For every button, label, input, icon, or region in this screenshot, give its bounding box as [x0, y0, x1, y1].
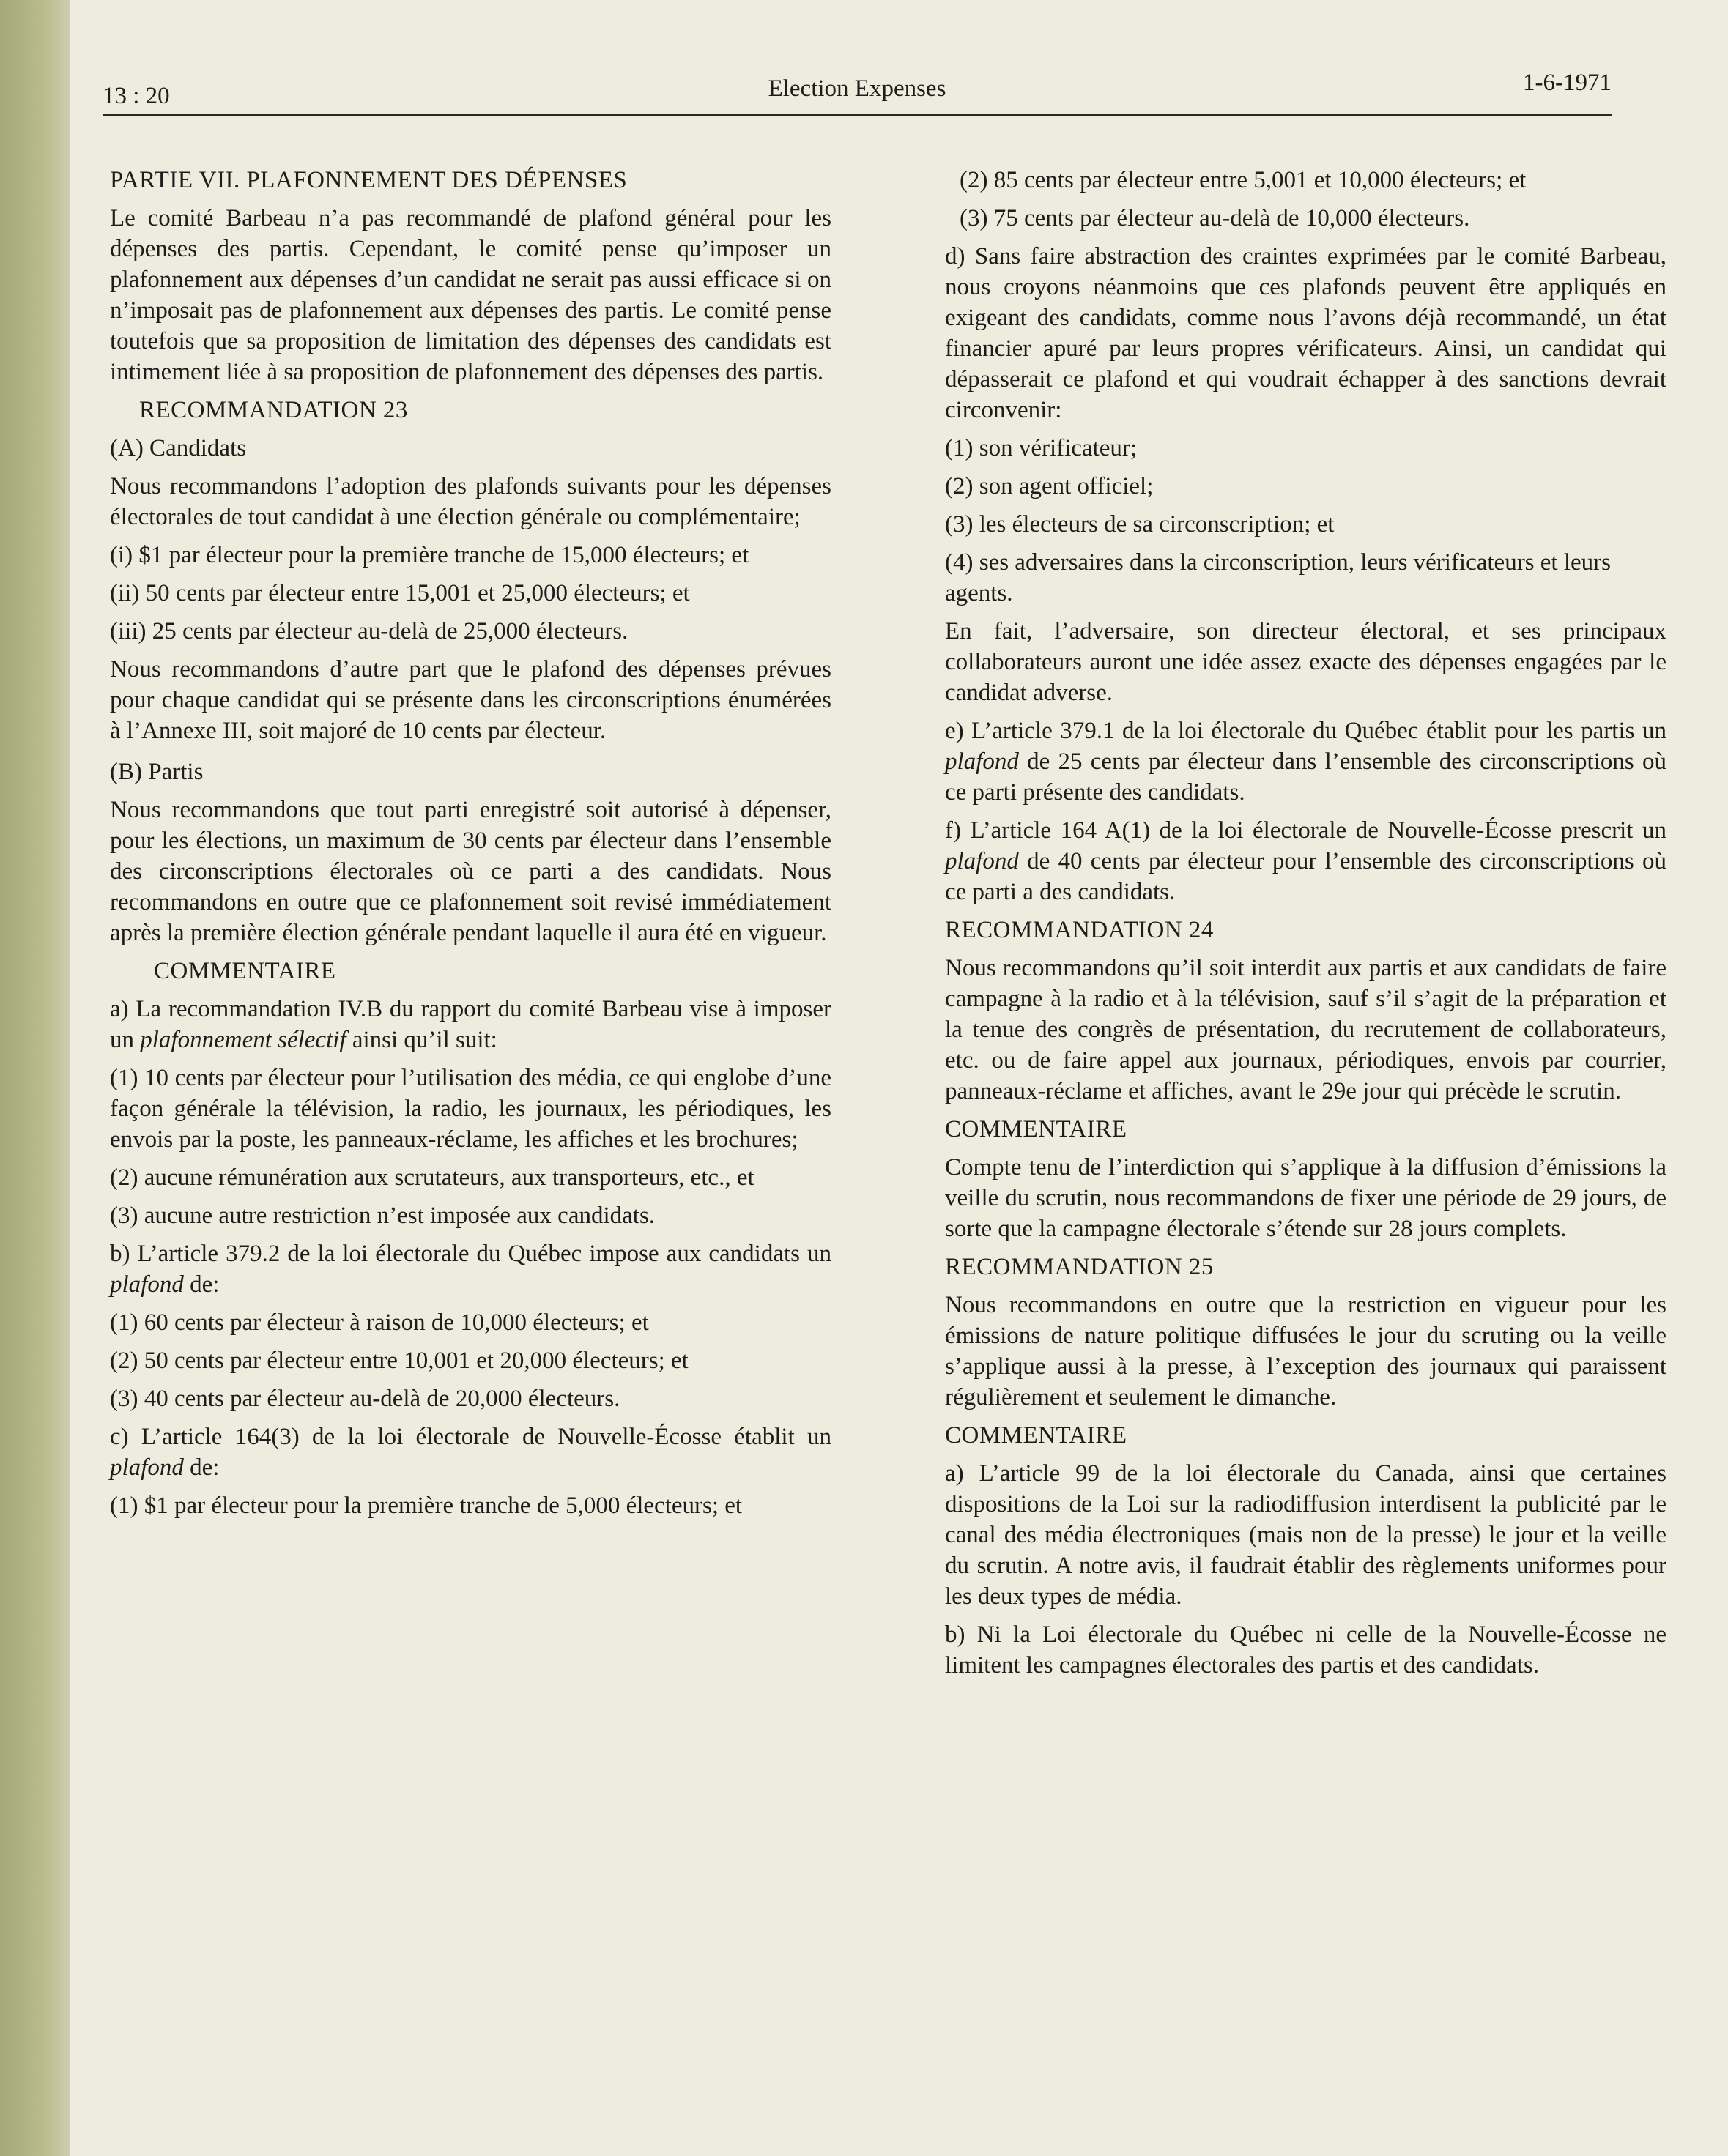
comment-c: c) L’article 164(3) de la loi électorale de Nouvelle-Écosse établit un plafond de:: [110, 1424, 831, 1481]
header-date: 1-6-1971: [1523, 70, 1612, 96]
comment-d: d) Sans faire abstraction des craintes exprimées par le comité Barbeau, nous croyons néanmoins que ces plafonds peuvent être appliqués en exigeant des candidats, comme nous l’avons déjà recommandé, un état financier apuré par leurs propres vérificateurs. Ainsi, un candidat qui dépasserait ce plafond et qui voudrait échapper à des sanctions devrait circonvenir:: [945, 243, 1666, 423]
comment-heading: COMMENTAIRE: [154, 958, 336, 984]
list-item: (ii) 50 cents par électeur entre 15,001 et 25,000 électeurs; et: [110, 580, 690, 606]
list-item: (3) 40 cents par électeur au-delà de 20,000 électeurs.: [110, 1386, 620, 1412]
part-heading: PARTIE VII. PLAFONNEMENT DES DÉPENSES: [110, 167, 628, 193]
list-item: (iii) 25 cents par électeur au-delà de 25,000 électeurs.: [110, 618, 628, 644]
list-item: (3) 75 cents par électeur au-delà de 10,000 électeurs.: [960, 205, 1470, 231]
page-number: 13 : 20: [103, 83, 170, 109]
page-header: [103, 70, 1612, 116]
left-column: [110, 165, 831, 1528]
list-item: (i) $1 par électeur pour la première tranche de 15,000 électeurs; et: [110, 542, 749, 568]
list-item: (2) aucune rémunération aux scrutateurs, aux transporteurs, etc., et: [110, 1164, 754, 1191]
comment3-heading: COMMENTAIRE: [945, 1422, 1127, 1449]
list-item: (1) son vérificateur;: [945, 435, 1138, 461]
list-item: (1) 10 cents par électeur pour l’utilisation des média, ce qui englobe d’une façon générale la télévision, la radio, les journaux, les périodiques, les envois par la poste, les panneaux-réclame, les affiches et les brochures;: [110, 1065, 831, 1153]
list-item: (2) 50 cents par électeur entre 10,001 et 20,000 électeurs; et: [110, 1348, 689, 1374]
comment-d-text-2: En fait, l’adversaire, son directeur électoral, et ses principaux collaborateurs auront une idée assez exacte des dépenses engagées par le candidat adverse.: [945, 618, 1666, 706]
list-item: (3) aucune autre restriction n’est imposée aux candidats.: [110, 1202, 656, 1229]
list-item: (1) $1 par électeur pour la première tranche de 5,000 électeurs; et: [110, 1493, 743, 1519]
right-column: [945, 165, 1666, 1688]
list-item: (2) 85 cents par électeur entre 5,001 et 10,000 électeurs; et: [960, 167, 1527, 193]
rec25-text: Nous recommandons en outre que la restriction en vigueur pour les émissions de nature politique diffusées le jour du scruting ou la veille s’applique aussi à la presse, à l’exception des journaux qui paraissent régulièrement et seulement le dimanche.: [945, 1292, 1666, 1410]
list-item: (4) ses adversaires dans la circonscription, leurs vérificateurs et leurs agents.: [945, 549, 1611, 606]
comment3-a: a) L’article 99 de la loi électorale du Canada, ainsi que certaines dispositions de la Loi sur la radiodiffusion interdisent la publicité par le canal des média électroniques (mais non de la presse) le jour et la veille du scrutin. A notre avis, il faudrait établir des règlements uniformes pour les deux types de média.: [945, 1460, 1666, 1610]
comment-b: b) L’article 379.2 de la loi électorale du Québec impose aux candidats un plafond de:: [110, 1241, 831, 1298]
page-binding-edge: [0, 0, 70, 2156]
intro-paragraph: Le comité Barbeau n’a pas recommandé de plafond général pour les dépenses des partis. Cependant, le comité pense qu’imposer un plafonnement aux dépenses d’un candidat ne serait pas aussi efficace si on n’imposait pas de plafonnement aux dépenses des partis. Le comité pense toutefois que sa proposition de limitation des dépenses des candidats est intimement liée à sa proposition de plafonnement des dépenses des partis.: [110, 205, 831, 385]
section-b-text: Nous recommandons que tout parti enregistré soit autorisé à dépenser, pour les élections, un maximum de 30 cents par électeur dans l’ensemble des circonscriptions électorales où ce parti a des candidats. Nous recommandons en outre que ce plafonnement soit revisé immédiatement après la première élection générale pendant laquelle il aura été en vigueur.: [110, 797, 831, 946]
rec23-heading: RECOMMANDATION 23: [139, 397, 408, 423]
comment-e: e) L’article 379.1 de la loi électorale du Québec établit pour les partis un plafond de 25 cents par électeur dans l’ensemble des circonscriptions où ce parti présente des candidats.: [945, 718, 1666, 806]
rec24-text: Nous recommandons qu’il soit interdit aux partis et aux candidats de faire campagne à la radio et à la télévision, sauf s’il s’agit de la préparation et la tenue des congrès de présentation, du recrutement de collaborateurs, etc. ou de faire appel aux journaux, périodiques, envois par courrier, panneaux-réclame et affiches, avant le 29e jour qui précède le scrutin.: [945, 955, 1666, 1104]
rec25-heading: RECOMMANDATION 25: [945, 1254, 1214, 1280]
section-a-text: Nous recommandons l’adoption des plafonds suivants pour les dépenses électorales de tout candidat à une élection générale ou complémentaire;: [110, 473, 831, 530]
section-a-text-2: Nous recommandons d’autre part que le plafond des dépenses prévues pour chaque candidat qui se présente dans les circonscriptions énumérées à l’Annexe III, soit majoré de 10 cents par électeur.: [110, 656, 831, 744]
section-b-heading: (B) Partis: [110, 759, 204, 785]
list-item: (2) son agent officiel;: [945, 473, 1154, 499]
rec24-heading: RECOMMANDATION 24: [945, 917, 1214, 943]
list-item: (3) les électeurs de sa circonscription; et: [945, 511, 1335, 538]
running-title: Election Expenses: [768, 75, 946, 102]
comment3-b: b) Ni la Loi électorale du Québec ni celle de la Nouvelle-Écosse ne limitent les campagnes électorales des partis et des candidats.: [945, 1621, 1666, 1679]
list-item: (1) 60 cents par électeur à raison de 10,000 électeurs; et: [110, 1309, 649, 1336]
comment2-text: Compte tenu de l’interdiction qui s’applique à la diffusion d’émissions la veille du scrutin, nous recommandons de fixer une période de 29 jours, de sorte que la campagne électorale s’étende sur 28 jours complets.: [945, 1154, 1666, 1242]
comment-a: a) La recommandation IV.B du rapport du comité Barbeau vise à imposer un plafonnement sélectif ainsi qu’il suit:: [110, 996, 831, 1053]
section-a-heading: (A) Candidats: [110, 435, 247, 461]
comment2-heading: COMMENTAIRE: [945, 1116, 1127, 1142]
comment-f: f) L’article 164 A(1) de la loi électorale de Nouvelle-Écosse prescrit un plafond de 40 cents par électeur pour l’ensemble des circonscriptions où ce parti a des candidats.: [945, 817, 1666, 905]
